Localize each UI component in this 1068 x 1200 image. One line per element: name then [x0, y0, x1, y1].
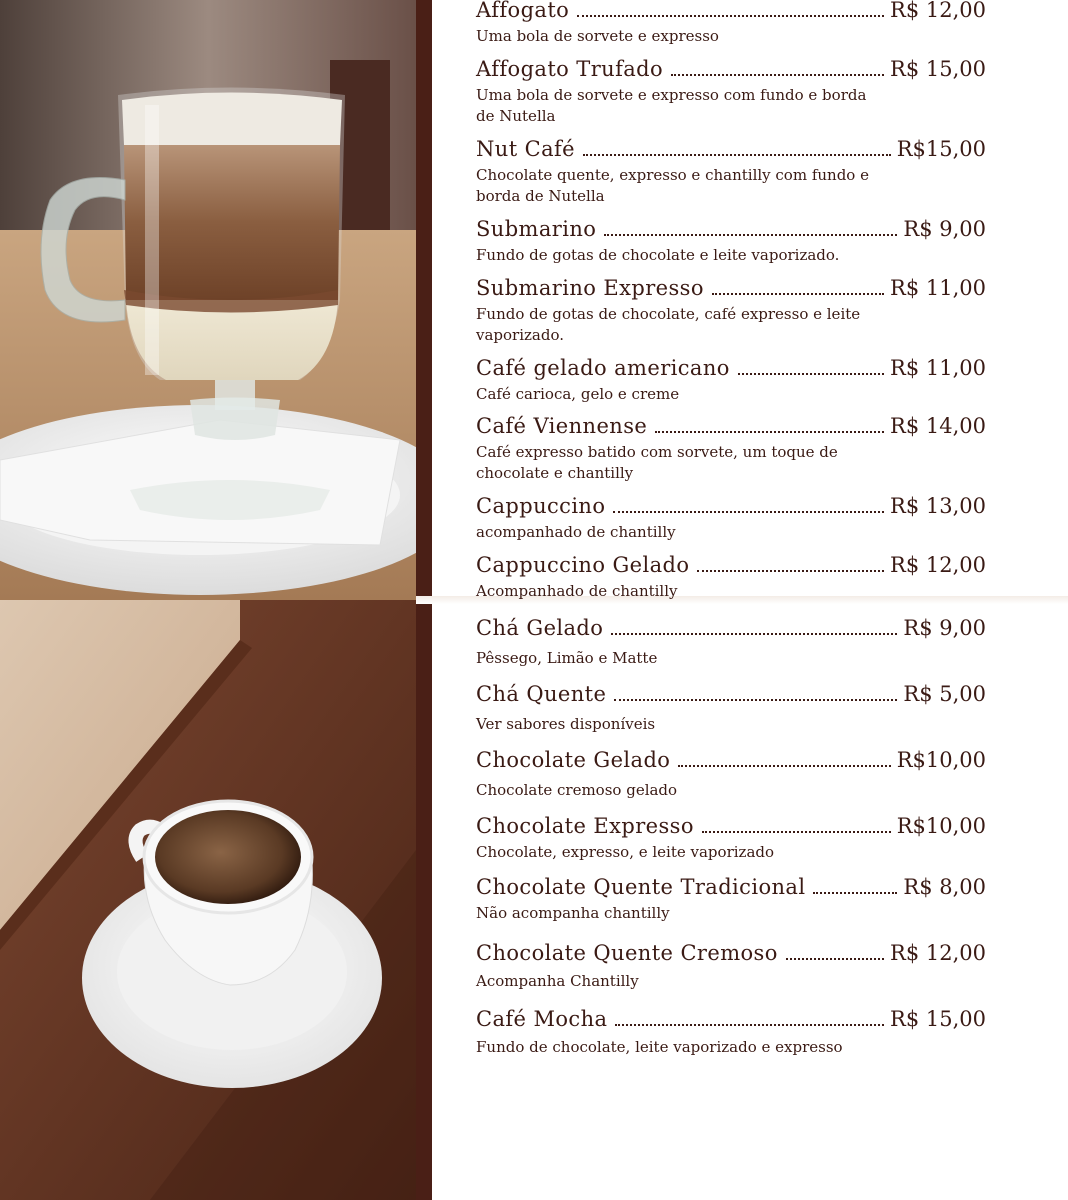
item-price: R$ 9,00: [903, 217, 986, 241]
menu-item: [476, 814, 986, 863]
item-name: Submarino: [476, 217, 597, 241]
dotted-leader: [604, 234, 897, 236]
item-price: R$ 5,00: [903, 682, 986, 706]
item-price: R$ 12,00: [890, 0, 986, 22]
item-name: Café Viennense: [476, 414, 648, 438]
item-name: Chá Gelado: [476, 616, 604, 640]
menu-item: [476, 1007, 986, 1058]
item-price: R$ 15,00: [890, 57, 986, 81]
menu-item: [476, 494, 986, 543]
espresso-cup-photo: [0, 600, 416, 1200]
dotted-leader: [655, 431, 884, 433]
item-description: Fundo de chocolate, leite vaporizado e expresso: [476, 1038, 843, 1056]
item-description: Ver sabores disponíveis: [476, 715, 656, 733]
menu-item: [476, 57, 986, 127]
menu-item: [476, 875, 986, 924]
item-price: R$ 12,00: [890, 941, 986, 965]
item-description: Chocolate quente, expresso e chantilly com fundo e borda de Nutella: [476, 166, 869, 205]
dotted-leader: [813, 892, 897, 894]
item-price: R$ 14,00: [890, 414, 986, 438]
item-description: Uma bola de sorvete e expresso com fundo e borda de Nutella: [476, 86, 867, 125]
latte-glass-photo: [0, 0, 416, 600]
item-name: Cappuccino Gelado: [476, 553, 690, 577]
item-name: Café Mocha: [476, 1007, 608, 1031]
item-price: R$ 12,00: [890, 553, 986, 577]
item-price: R$ 8,00: [903, 875, 986, 899]
dotted-leader: [697, 570, 884, 572]
item-description: Não acompanha chantilly: [476, 904, 670, 922]
item-price: R$ 11,00: [890, 276, 986, 300]
menu-item: [476, 941, 986, 992]
item-description: Uma bola de sorvete e expresso: [476, 27, 719, 45]
item-name: Nut Café: [476, 137, 576, 161]
item-description: Pêssego, Limão e Matte: [476, 649, 658, 667]
dotted-leader: [678, 765, 890, 767]
menu-item: [476, 137, 986, 207]
dotted-leader: [671, 74, 884, 76]
item-price: R$ 9,00: [903, 616, 986, 640]
menu-item: [476, 616, 986, 669]
menu-item: [476, 356, 986, 405]
item-description: Chocolate cremoso gelado: [476, 781, 678, 799]
item-name: Affogato: [476, 0, 570, 22]
dotted-leader: [577, 15, 884, 17]
item-name: Chocolate Quente Cremoso: [476, 941, 778, 965]
menu-item: [476, 682, 986, 735]
item-price: R$15,00: [896, 137, 986, 161]
dotted-leader: [615, 1024, 884, 1026]
item-price: R$ 15,00: [890, 1007, 986, 1031]
item-name: Chocolate Gelado: [476, 748, 671, 772]
item-description: Chocolate, expresso, e leite vaporizado: [476, 843, 775, 861]
menu-item: [476, 0, 986, 47]
menu-item: [476, 553, 986, 602]
dotted-leader: [583, 154, 891, 156]
item-name: Chocolate Expresso: [476, 814, 694, 838]
espresso-cup-illustration: [0, 600, 416, 1200]
item-name: Café gelado americano: [476, 356, 730, 380]
item-name: Submarino Expresso: [476, 276, 704, 300]
item-price: R$ 11,00: [890, 356, 986, 380]
dotted-leader: [614, 699, 897, 701]
item-description: acompanhado de chantilly: [476, 523, 676, 541]
item-name: Chá Quente: [476, 682, 607, 706]
item-description: Fundo de gotas de chocolate, café expresso e leite vaporizado.: [476, 305, 861, 344]
menu-item: [476, 217, 986, 266]
dotted-leader: [712, 293, 884, 295]
item-price: R$10,00: [896, 814, 986, 838]
menu-item: [476, 414, 986, 484]
item-description: Café expresso batido com sorvete, um toque de chocolate e chantilly: [476, 443, 838, 482]
item-description: Acompanha Chantilly: [476, 972, 639, 990]
dotted-leader: [738, 373, 884, 375]
item-description: Acompanhado de chantilly: [476, 582, 678, 600]
menu-item: [476, 276, 986, 346]
item-description: Café carioca, gelo e creme: [476, 385, 680, 403]
item-description: Fundo de gotas de chocolate e leite vaporizado.: [476, 246, 840, 264]
latte-glass-illustration: [0, 0, 416, 600]
dotted-leader: [611, 633, 897, 635]
dotted-leader: [786, 958, 884, 960]
item-price: R$ 13,00: [890, 494, 986, 518]
item-name: Affogato Trufado: [476, 57, 664, 81]
item-name: Chocolate Quente Tradicional: [476, 875, 806, 899]
menu-item: [476, 748, 986, 801]
item-price: R$10,00: [896, 748, 986, 772]
dotted-leader: [702, 831, 891, 833]
item-name: Cappuccino: [476, 494, 606, 518]
dotted-leader: [613, 511, 884, 513]
